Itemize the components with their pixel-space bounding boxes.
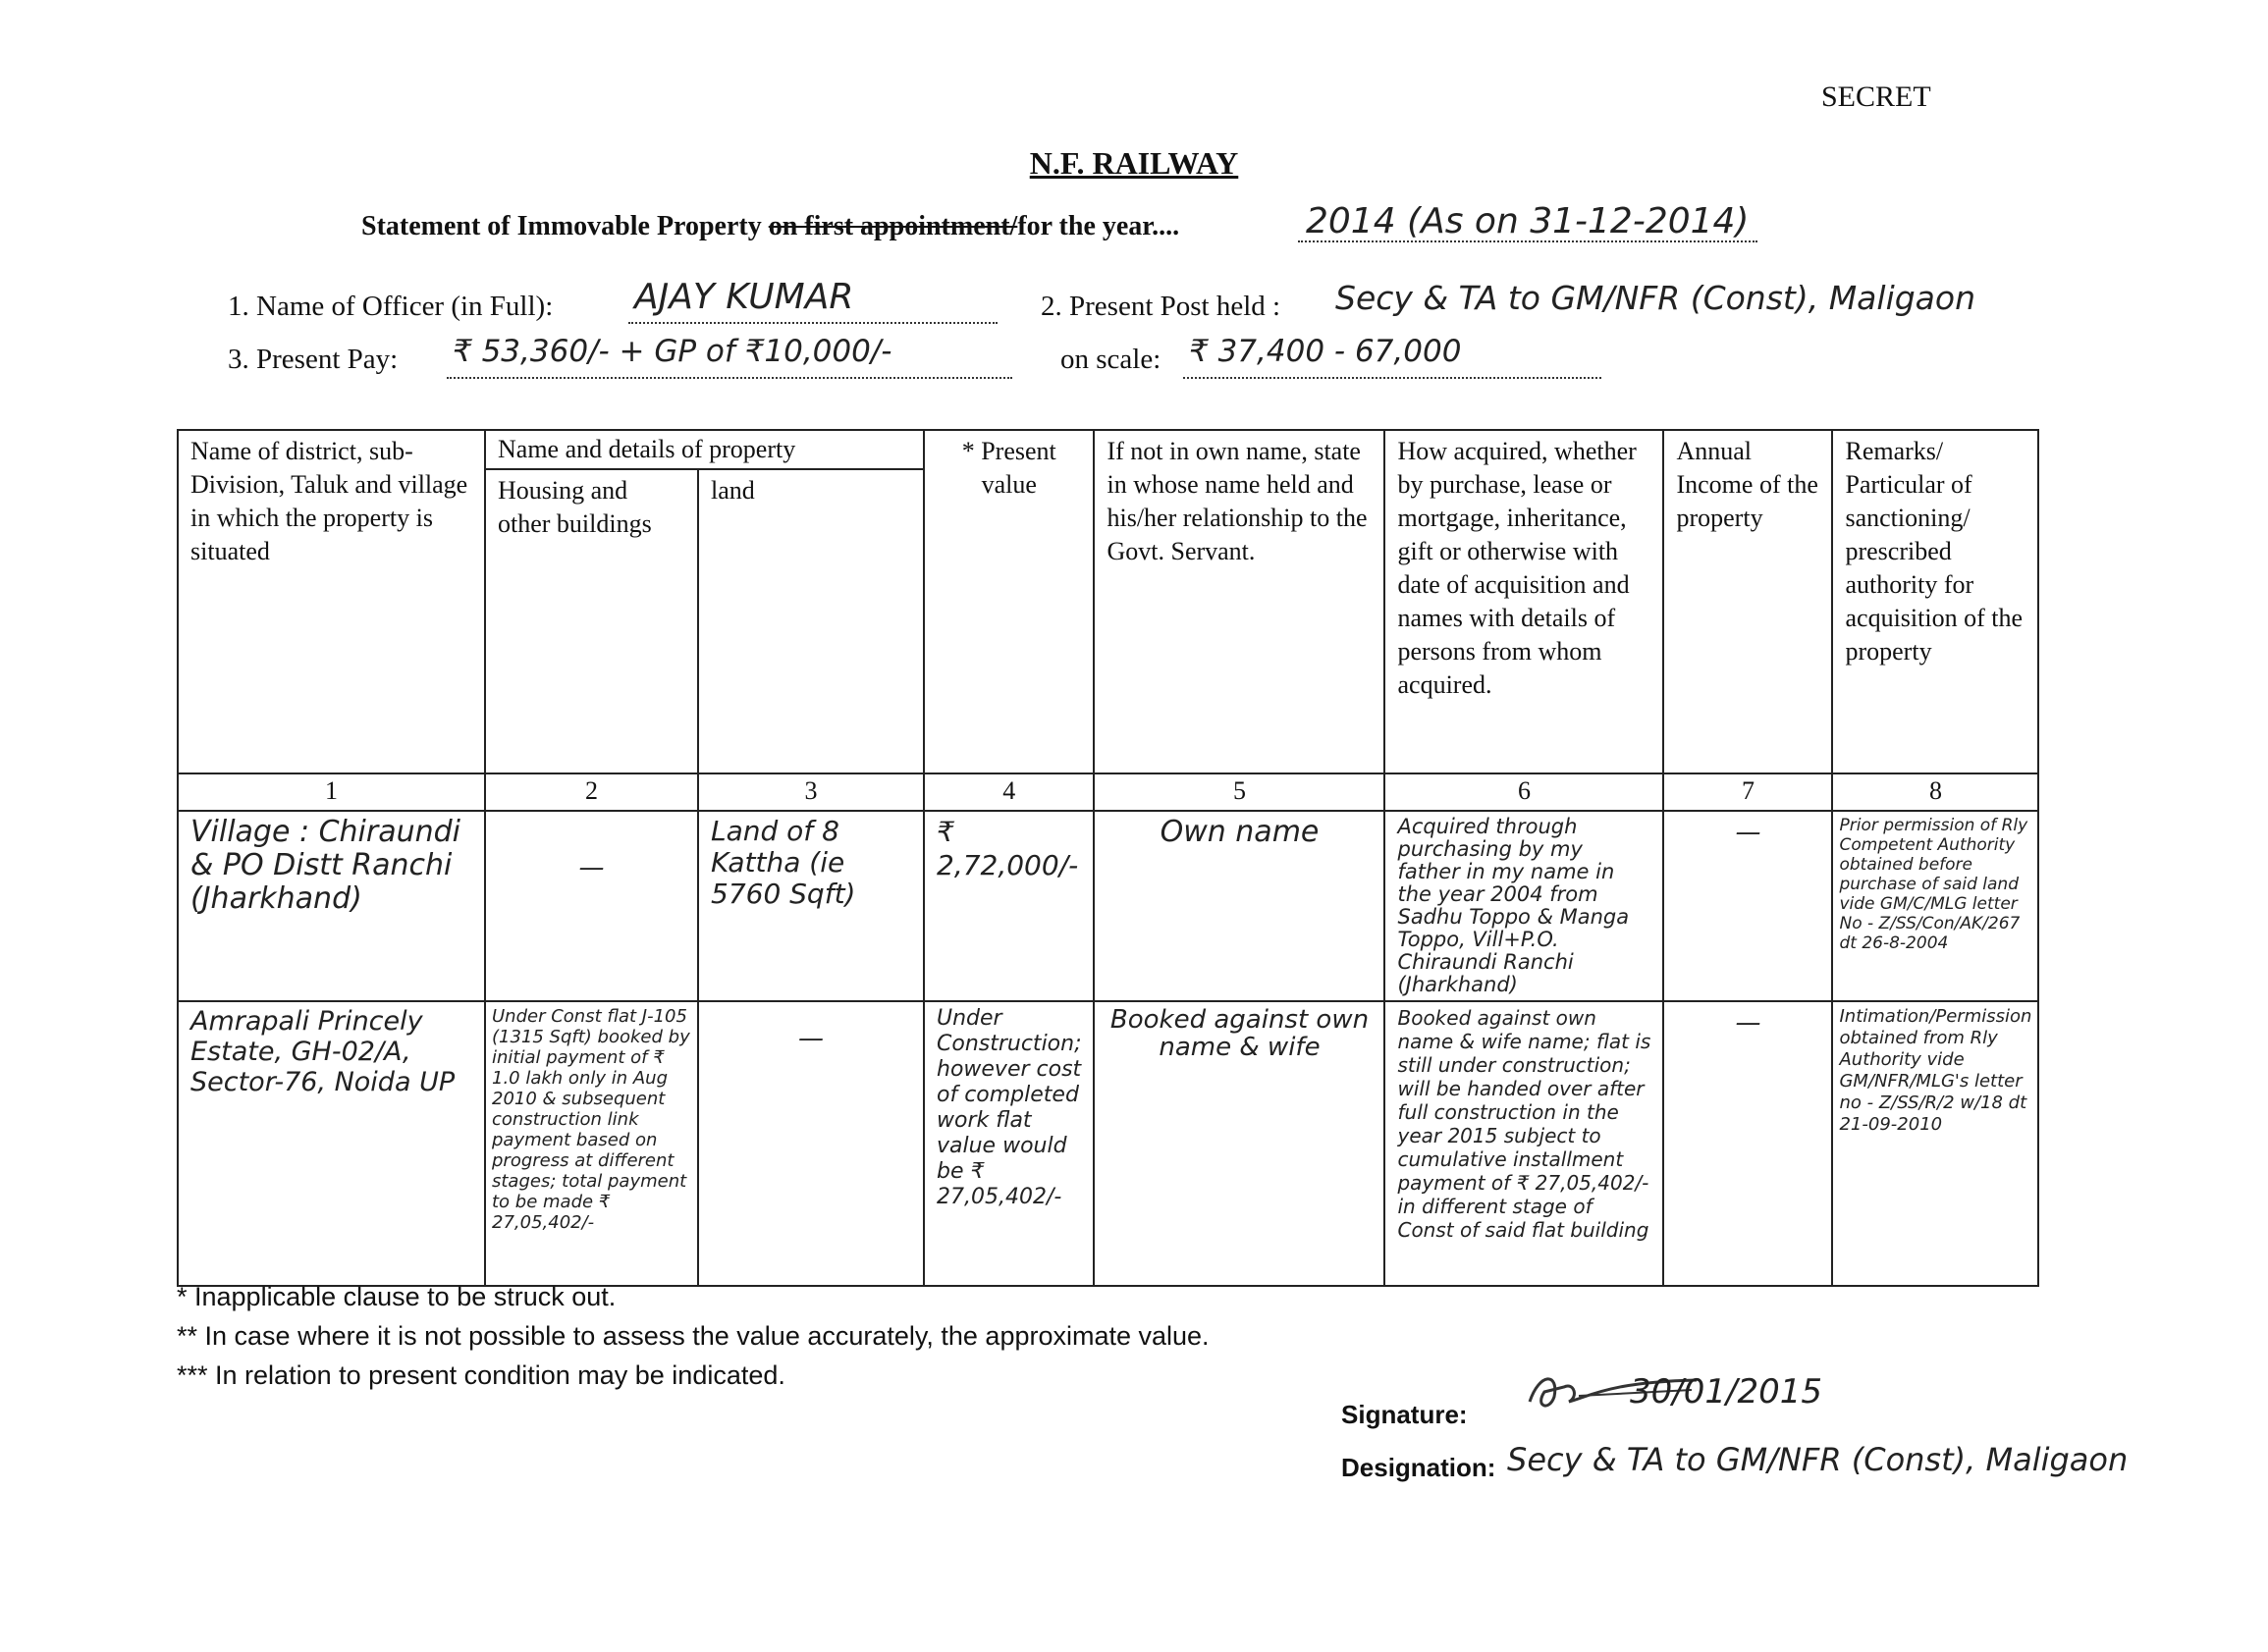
column-number: 5 — [1094, 773, 1384, 811]
designation-label: Designation: — [1341, 1453, 1496, 1482]
header-how-acquired: How acquired, whether by purchase, lease or mortgage, inheritance, gift or otherwise with date of acquisition and names with details of persons from whom acquired. — [1384, 430, 1663, 773]
row2-location: Amrapali Princely Estate, GH-02/A, Sector-76, Noida UP — [178, 1001, 485, 1286]
row1-land: Land of 8 Kattha (ie 5760 Sqft) — [698, 811, 924, 1001]
row1-remarks: Prior permission of Rly Competent Authority obtained before purchase of said land vide GM/C/MLG letter No - Z/SS/Con/AK/267 dt 26-8-2004 — [1832, 811, 2038, 1001]
row2-how-acquired: Booked against own name & wife name; flat is still under construction; will be handed over after full construction in the year 2015 subject to cumulative installment payment of ₹ 27,05,402/- in different stage of Const of said flat building — [1384, 1001, 1663, 1286]
row1-held-name: Own name — [1094, 811, 1384, 1001]
table-row — [178, 1001, 2038, 1286]
signature-date: 30/01/2015 — [1630, 1372, 1822, 1412]
row1-value: ₹ 2,72,000/- — [924, 811, 1094, 1001]
header-location: Name of district, sub-Division, Taluk and village in which the property is situated — [178, 430, 485, 773]
row1-housing: — — [485, 811, 698, 1001]
header-land: land — [698, 469, 924, 773]
scale-label: on scale: — [1060, 344, 1161, 375]
post-value: Secy & TA to GM/NFR (Const), Maligaon — [1335, 279, 1976, 317]
footnote-1: * Inapplicable clause to be struck out. — [177, 1282, 617, 1311]
header-annual-income: Annual Income of the property — [1663, 430, 1832, 773]
column-number: 4 — [924, 773, 1094, 811]
table-row — [178, 811, 2038, 1001]
column-number: 8 — [1832, 773, 2038, 811]
statement-struck-clause: on first appointment/ — [768, 211, 1018, 241]
header-remarks: Remarks/ Particular of sanctioning/ prescribed authority for acquisition of the property — [1832, 430, 2038, 773]
signature-label: Signature: — [1341, 1400, 1468, 1429]
pay-label: 3. Present Pay: — [228, 344, 399, 375]
post-label: 2. Present Post held : — [1041, 291, 1281, 322]
pay-value: ₹ 53,360/- + GP of ₹10,000/- — [447, 334, 1012, 379]
property-table — [177, 429, 2039, 1287]
row2-held-name: Booked against own name & wife — [1094, 1001, 1384, 1286]
column-number-row — [178, 773, 2038, 811]
column-number: 1 — [178, 773, 485, 811]
column-number: 7 — [1663, 773, 1832, 811]
statement-year-value: 2014 (As on 31-12-2014) — [1298, 201, 1757, 242]
scale-value: ₹ 37,400 - 67,000 — [1183, 334, 1601, 379]
column-number: 6 — [1384, 773, 1663, 811]
footnote-3: *** In relation to present condition may be indicated. — [177, 1360, 785, 1390]
column-number: 2 — [485, 773, 698, 811]
row1-how-acquired: Acquired through purchasing by my father in my name in the year 2004 from Sadhu Toppo & Manga Toppo, Vill+P.O. Chiraundi Ranchi (Jharkhand) — [1384, 811, 1663, 1001]
officer-name-label: 1. Name of Officer (in Full): — [228, 291, 554, 322]
row2-income: — — [1663, 1001, 1832, 1286]
header-row-1 — [178, 430, 2038, 469]
statement-suffix: for the year.... — [1017, 211, 1180, 241]
designation-value: Secy & TA to GM/NFR (Const), Maligaon — [1507, 1441, 2129, 1478]
footnote-2: ** In case where it is not possible to assess the value accurately, the approximate value. — [177, 1321, 1210, 1351]
row1-income: — — [1663, 811, 1832, 1001]
statement-prefix: Statement of Immovable Property — [361, 211, 769, 241]
header-housing: Housing and other buildings — [485, 469, 698, 773]
row2-value: Under Construction; however cost of completed work flat value would be ₹ 27,05,402/- — [924, 1001, 1094, 1286]
row1-location: Village : Chiraundi & PO Distt Ranchi (Jharkhand) — [178, 811, 485, 1001]
header-property-details: Name and details of property — [485, 430, 924, 469]
officer-name-value: AJAY KUMAR — [628, 277, 998, 324]
statement-heading — [361, 211, 1179, 242]
column-number: 3 — [698, 773, 924, 811]
header-present-value: * Present value — [924, 430, 1094, 773]
row2-land: — — [698, 1001, 924, 1286]
row2-remarks: Intimation/Permission obtained from Rly Authority vide GM/NFR/MLG's letter no - Z/SS/R/2 w/18 dt 21-09-2010 — [1832, 1001, 2038, 1286]
classification-label: SECRET — [1821, 80, 1931, 113]
header-held-name: If not in own name, state in whose name held and his/her relationship to the Govt. Servant. — [1094, 430, 1384, 773]
document-title: N.F. RAILWAY — [1029, 145, 1239, 181]
row2-housing: Under Const flat J-105 (1315 Sqft) booked by initial payment of ₹ 1.0 lakh only in Aug 2010 & subsequent construction link payment based on progress at different stages; total payment to be made ₹ 27,05,402/- — [485, 1001, 698, 1286]
